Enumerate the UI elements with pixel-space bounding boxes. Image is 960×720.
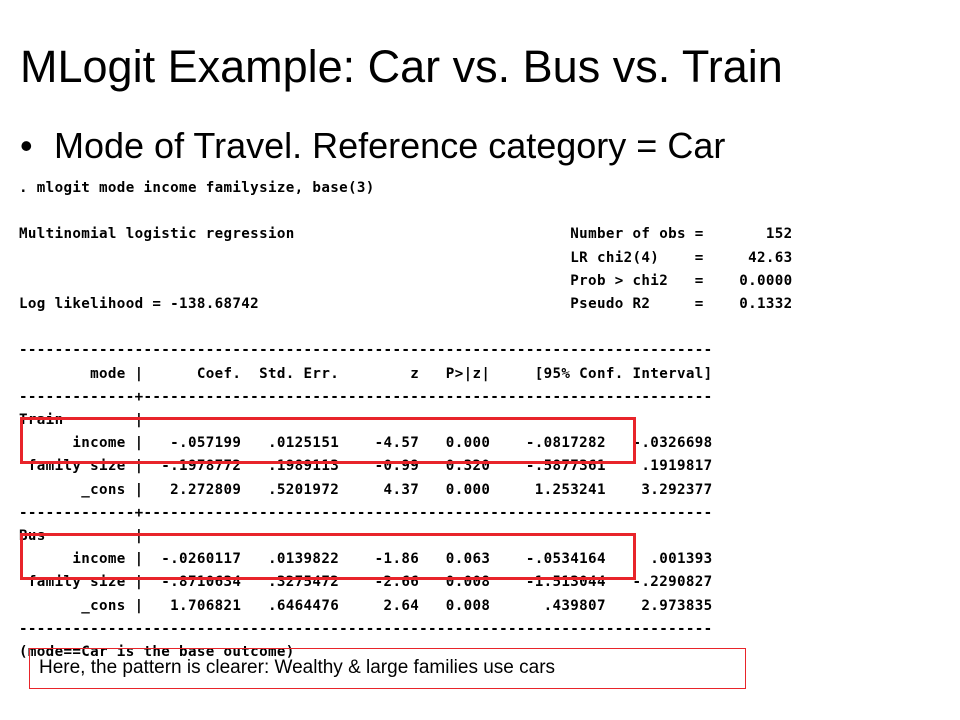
highlight-box-train bbox=[20, 417, 636, 464]
bullet-point bbox=[20, 124, 725, 168]
table-row: _cons | 1.706821 .6464476 2.64 0.008 .439807 2.973835 bbox=[19, 597, 713, 614]
model-stats-line-4: Pseudo R2 = 0.1332 bbox=[259, 296, 793, 313]
rule-header: -------------+---------------------------------------------------------------- bbox=[19, 388, 713, 405]
table-row: _cons | 2.272809 .5201972 4.37 0.000 1.253241 3.292377 bbox=[19, 481, 713, 498]
model-stats-line-2: LR chi2(4) = 42.63 bbox=[19, 249, 793, 266]
table-row: income | -.057199 .0125151 -4.57 0.000 -.0817282 -.0326698 bbox=[19, 435, 713, 452]
model-stats-line-3: Prob > chi2 = 0.0000 bbox=[19, 272, 793, 289]
stata-command: . mlogit mode income familysize, base(3) bbox=[19, 180, 375, 196]
log-likelihood: Log likelihood = -138.68742 bbox=[19, 296, 260, 313]
annotation-note: Here, the pattern is clearer: Wealthy & large families use cars bbox=[29, 648, 746, 689]
model-name: Multinomial logistic regression bbox=[19, 226, 295, 243]
rule-middle: -------------+---------------------------------------------------------------- bbox=[19, 504, 713, 521]
slide-title: MLogit Example: Car vs. Bus vs. Train bbox=[20, 41, 783, 92]
rule-top: ------------------------------------------------------------------------------ bbox=[19, 342, 713, 359]
base-outcome-note: (mode==Car is the base outcome) bbox=[19, 644, 295, 661]
highlight-box-bus bbox=[20, 533, 636, 580]
model-stats-line-1: Number of obs = 152 bbox=[294, 226, 793, 243]
rule-bottom: ------------------------------------------------------------------------------ bbox=[19, 620, 713, 637]
bullet-text: Mode of Travel. Reference category = Car bbox=[54, 125, 726, 166]
table-row: family size | -.1978772 .1989113 -0.99 0.320 -.5877361 .1919817 bbox=[19, 458, 713, 475]
table-header: mode | Coef. Std. Err. z P>|z| [95% Conf. Interval] bbox=[19, 365, 713, 382]
table-row: family size | -.8710634 .3275472 -2.66 0.008 -1.513044 -.2290827 bbox=[19, 574, 713, 591]
table-row: income | -.0260117 .0139822 -1.86 0.063 -.0534164 .001393 bbox=[19, 551, 713, 568]
bullet-icon: • bbox=[20, 125, 33, 166]
group-label-train: Train | bbox=[19, 412, 144, 429]
group-label-bus: Bus | bbox=[19, 528, 144, 545]
